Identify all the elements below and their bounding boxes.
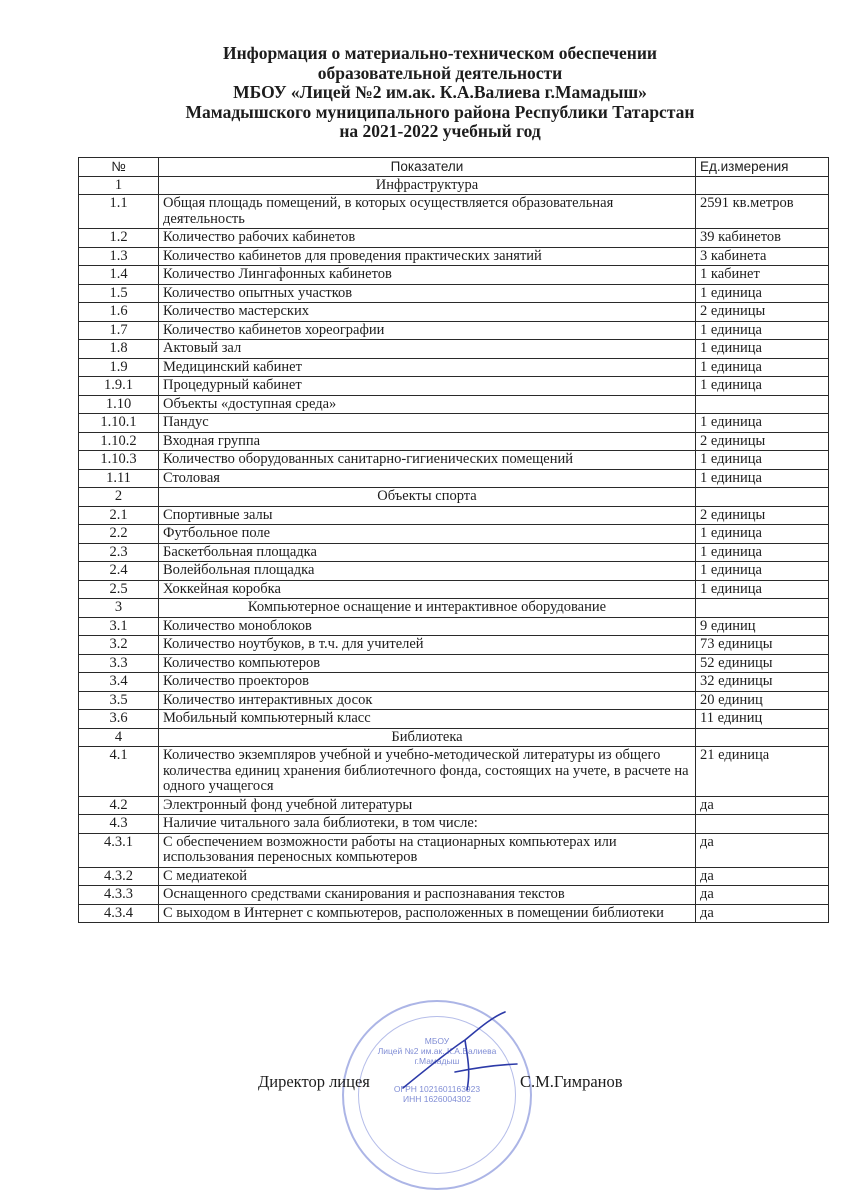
stamp-inn: ИНН 1626004302 [402, 1094, 472, 1104]
table-row [79, 562, 829, 581]
table-row [79, 321, 829, 340]
director-position: Директор лицея [258, 1072, 370, 1091]
row-num: 2.1 [79, 506, 159, 525]
row-num: 3.5 [79, 691, 159, 710]
row-unit: 1 единица [696, 451, 829, 470]
row-unit [696, 728, 829, 747]
table-row [79, 617, 829, 636]
row-num: 1.3 [79, 247, 159, 266]
header-num: № [79, 158, 159, 177]
title-line-2: образовательной деятельности [317, 62, 563, 83]
row-unit [696, 815, 829, 834]
row-unit: 1 кабинет [696, 266, 829, 285]
row-indicator: Пандус [159, 414, 696, 433]
table-row [79, 414, 829, 433]
table-row [79, 229, 829, 248]
table-row [79, 451, 829, 470]
row-unit: 1 единица [696, 321, 829, 340]
section-title: Объекты спорта [159, 488, 696, 507]
row-indicator: Объекты «доступная среда» [159, 395, 696, 414]
row-num: 1.10.1 [79, 414, 159, 433]
table-row [79, 432, 829, 451]
row-unit: 73 единицы [696, 636, 829, 655]
table-row [79, 654, 829, 673]
row-indicator: С обеспечением возможности работы на стационарных компьютерах или использования переносных компьютеров [159, 833, 696, 867]
row-indicator: Количество Лингафонных кабинетов [159, 266, 696, 285]
row-num: 3.2 [79, 636, 159, 655]
row-num: 1.7 [79, 321, 159, 340]
row-indicator: Футбольное поле [159, 525, 696, 544]
row-num: 1.1 [79, 195, 159, 229]
stamp-line-1: Лицей №2 им.ак. К.А.Валиева [377, 1046, 497, 1056]
row-num: 1.4 [79, 266, 159, 285]
row-num: 1.10.3 [79, 451, 159, 470]
row-unit: 9 единиц [696, 617, 829, 636]
row-unit [696, 176, 829, 195]
row-unit: 1 единица [696, 469, 829, 488]
row-num: 2.4 [79, 562, 159, 581]
row-indicator: Волейбольная площадка [159, 562, 696, 581]
row-num: 3 [79, 599, 159, 618]
table-header-row [79, 158, 829, 177]
row-indicator: Количество кабинетов хореографии [159, 321, 696, 340]
row-unit: 1 единица [696, 580, 829, 599]
row-num: 2.2 [79, 525, 159, 544]
section-row [79, 599, 829, 618]
row-indicator: Количество кабинетов для проведения практических занятий [159, 247, 696, 266]
row-unit: 1 единица [696, 414, 829, 433]
table-row [79, 266, 829, 285]
row-num: 1.6 [79, 303, 159, 322]
equipment-table [78, 157, 829, 923]
section-title: Компьютерное оснащение и интерактивное оборудование [159, 599, 696, 618]
row-num: 4.3.4 [79, 904, 159, 923]
table-row [79, 525, 829, 544]
header-indicator: Показатели [159, 158, 696, 177]
row-num: 1.5 [79, 284, 159, 303]
row-unit: 1 единица [696, 284, 829, 303]
row-unit: да [696, 904, 829, 923]
row-num: 1.11 [79, 469, 159, 488]
table-row [79, 195, 829, 229]
section-row [79, 488, 829, 507]
row-indicator: Количество рабочих кабинетов [159, 229, 696, 248]
row-unit: 2591 кв.метров [696, 195, 829, 229]
row-indicator: Хоккейная коробка [159, 580, 696, 599]
stamp-org: МБОУ [424, 1036, 450, 1046]
table-body [79, 176, 829, 923]
row-indicator: Количество интерактивных досок [159, 691, 696, 710]
section-title: Инфраструктура [159, 176, 696, 195]
table-row [79, 580, 829, 599]
row-num: 1.10 [79, 395, 159, 414]
table-row [79, 506, 829, 525]
row-indicator: Медицинский кабинет [159, 358, 696, 377]
table-row [79, 710, 829, 729]
row-indicator: Общая площадь помещений, в которых осуществляется образовательная деятельность [159, 195, 696, 229]
row-unit: 1 единица [696, 340, 829, 359]
table-row [79, 543, 829, 562]
table-row [79, 247, 829, 266]
table-row [79, 377, 829, 396]
document-title [120, 44, 760, 142]
row-num: 4.3 [79, 815, 159, 834]
row-num: 2 [79, 488, 159, 507]
row-num: 1.8 [79, 340, 159, 359]
row-indicator: Количество проекторов [159, 673, 696, 692]
row-indicator: Количество компьютеров [159, 654, 696, 673]
table-row [79, 904, 829, 923]
row-indicator: Количество мастерских [159, 303, 696, 322]
row-unit: 52 единицы [696, 654, 829, 673]
row-indicator: Наличие читального зала библиотеки, в том числе: [159, 815, 696, 834]
row-indicator: Количество моноблоков [159, 617, 696, 636]
row-indicator: Процедурный кабинет [159, 377, 696, 396]
row-unit: 32 единицы [696, 673, 829, 692]
table-row [79, 867, 829, 886]
row-unit: 3 кабинета [696, 247, 829, 266]
table-row [79, 340, 829, 359]
row-indicator: Количество оборудованных санитарно-гигиенических помещений [159, 451, 696, 470]
row-num: 1.2 [79, 229, 159, 248]
stamp-line-2: г.Мамадыш [414, 1056, 460, 1066]
row-indicator: Баскетбольная площадка [159, 543, 696, 562]
section-title: Библиотека [159, 728, 696, 747]
row-num: 3.1 [79, 617, 159, 636]
row-unit: 1 единица [696, 358, 829, 377]
table-row [79, 815, 829, 834]
row-num: 4.3.1 [79, 833, 159, 867]
row-unit: да [696, 796, 829, 815]
row-num: 2.5 [79, 580, 159, 599]
row-unit: да [696, 867, 829, 886]
director-signature [395, 1010, 525, 1100]
row-indicator: Актовый зал [159, 340, 696, 359]
row-num: 4.1 [79, 747, 159, 797]
row-num: 1 [79, 176, 159, 195]
row-unit: да [696, 886, 829, 905]
row-unit: 2 единицы [696, 506, 829, 525]
row-unit: да [696, 833, 829, 867]
row-unit: 11 единиц [696, 710, 829, 729]
row-unit: 20 единиц [696, 691, 829, 710]
table-row [79, 833, 829, 867]
table-row [79, 886, 829, 905]
table-row [79, 395, 829, 414]
row-unit: 21 единица [696, 747, 829, 797]
table-row [79, 796, 829, 815]
title-line-5: на 2021-2022 учебный год [339, 121, 541, 141]
table-row [79, 636, 829, 655]
table-row [79, 673, 829, 692]
row-indicator: Оснащенного средствами сканирования и распознавания текстов [159, 886, 696, 905]
table-row [79, 284, 829, 303]
row-unit: 1 единица [696, 525, 829, 544]
row-indicator: Электронный фонд учебной литературы [159, 796, 696, 815]
table-row [79, 358, 829, 377]
row-unit: 2 единицы [696, 432, 829, 451]
director-name: С.М.Гимранов [520, 1072, 623, 1091]
row-num: 4 [79, 728, 159, 747]
row-unit [696, 395, 829, 414]
row-num: 1.9.1 [79, 377, 159, 396]
row-indicator: Количество экземпляров учебной и учебно-методической литературы из общего количества единиц хранения библиотечного фонда, состоящих на учете, в расчете на одного учащегося [159, 747, 696, 797]
row-indicator: Количество ноутбуков, в т.ч. для учителей [159, 636, 696, 655]
section-row [79, 176, 829, 195]
row-unit: 39 кабинетов [696, 229, 829, 248]
row-num: 2.3 [79, 543, 159, 562]
row-unit: 1 единица [696, 377, 829, 396]
row-indicator: С медиатекой [159, 867, 696, 886]
row-indicator: С выходом в Интернет с компьютеров, расположенных в помещении библиотеки [159, 904, 696, 923]
title-line-3: МБОУ «Лицей №2 им.ак. К.А.Валиева г.Мамадыш» [233, 82, 647, 102]
row-num: 4.3.2 [79, 867, 159, 886]
row-indicator: Мобильный компьютерный класс [159, 710, 696, 729]
header-unit: Ед.измерения [696, 158, 829, 177]
row-num: 3.6 [79, 710, 159, 729]
row-num: 4.3.3 [79, 886, 159, 905]
row-unit: 2 единицы [696, 303, 829, 322]
row-num: 3.3 [79, 654, 159, 673]
title-line-1: Информация о материально-техническом обеспечении [222, 43, 658, 63]
row-unit [696, 488, 829, 507]
row-indicator: Входная группа [159, 432, 696, 451]
row-num: 4.2 [79, 796, 159, 815]
row-indicator: Количество опытных участков [159, 284, 696, 303]
row-num: 1.10.2 [79, 432, 159, 451]
row-unit: 1 единица [696, 562, 829, 581]
stamp-ogrn: ОГРН 1021601163923 [393, 1084, 481, 1094]
title-line-4: Мамадышского муниципального района Республики Татарстан [185, 101, 695, 122]
row-unit [696, 599, 829, 618]
row-num: 1.9 [79, 358, 159, 377]
table-row [79, 469, 829, 488]
table-row [79, 747, 829, 797]
row-indicator: Столовая [159, 469, 696, 488]
row-indicator: Спортивные залы [159, 506, 696, 525]
row-num: 3.4 [79, 673, 159, 692]
table-row [79, 691, 829, 710]
table-row [79, 303, 829, 322]
section-row [79, 728, 829, 747]
row-unit: 1 единица [696, 543, 829, 562]
